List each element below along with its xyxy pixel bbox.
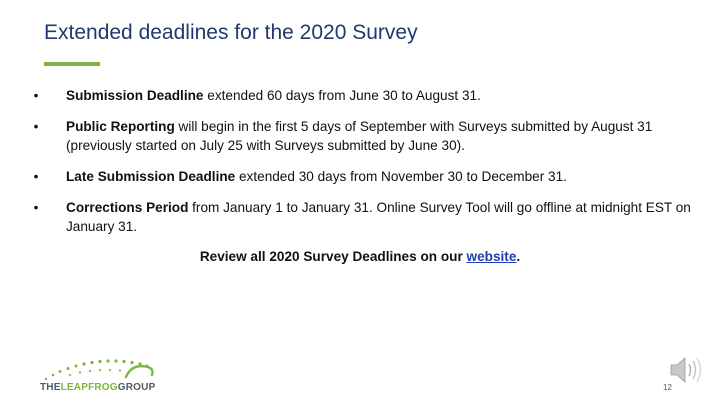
bullet-dot: • bbox=[33, 200, 39, 215]
bullet-text: extended 60 days from June 30 to August 31. bbox=[203, 88, 481, 103]
bullet-dot: • bbox=[33, 119, 39, 134]
bullet-item bbox=[31, 86, 711, 105]
bullet-bold-label: Submission Deadline bbox=[66, 88, 204, 103]
bullet-item bbox=[31, 117, 711, 155]
bullet-text: extended 30 days from November 30 to December 31. bbox=[235, 169, 567, 184]
leapfrog-logo bbox=[40, 355, 165, 395]
logo-wordmark bbox=[40, 382, 155, 393]
website-link[interactable]: website bbox=[466, 249, 517, 264]
title-accent-bar bbox=[44, 62, 100, 66]
logo-part-the: THE bbox=[40, 382, 61, 393]
bullet-dot: • bbox=[33, 169, 39, 184]
leapfrog-logo-icon bbox=[40, 355, 165, 383]
bullet-item bbox=[31, 198, 711, 236]
review-suffix: . bbox=[516, 249, 521, 264]
bullet-dot: • bbox=[33, 88, 39, 103]
logo-part-group: GROUP bbox=[117, 382, 156, 393]
bullet-bold-label: Corrections Period bbox=[66, 200, 189, 215]
review-line bbox=[0, 249, 720, 264]
bullet-text: will begin in the first 5 days of September with Surveys submitted by August 31 (previously started on July 25 with Surveys submitted by June 30). bbox=[66, 119, 653, 153]
bullet-bold-label: Public Reporting bbox=[66, 119, 175, 134]
slide-title: Extended deadlines for the 2020 Survey bbox=[44, 21, 418, 44]
logo-part-leapfrog: LEAPFROG bbox=[60, 382, 118, 393]
bullet-list bbox=[31, 86, 711, 248]
page-number: 12 bbox=[663, 383, 672, 392]
review-prefix: Review all 2020 Survey Deadlines on our bbox=[199, 249, 467, 264]
bullet-bold-label: Late Submission Deadline bbox=[66, 169, 236, 184]
bullet-text: from January 1 to January 31. Online Survey Tool will go offline at midnight EST on January 31. bbox=[66, 200, 691, 234]
bullet-item bbox=[31, 167, 711, 186]
